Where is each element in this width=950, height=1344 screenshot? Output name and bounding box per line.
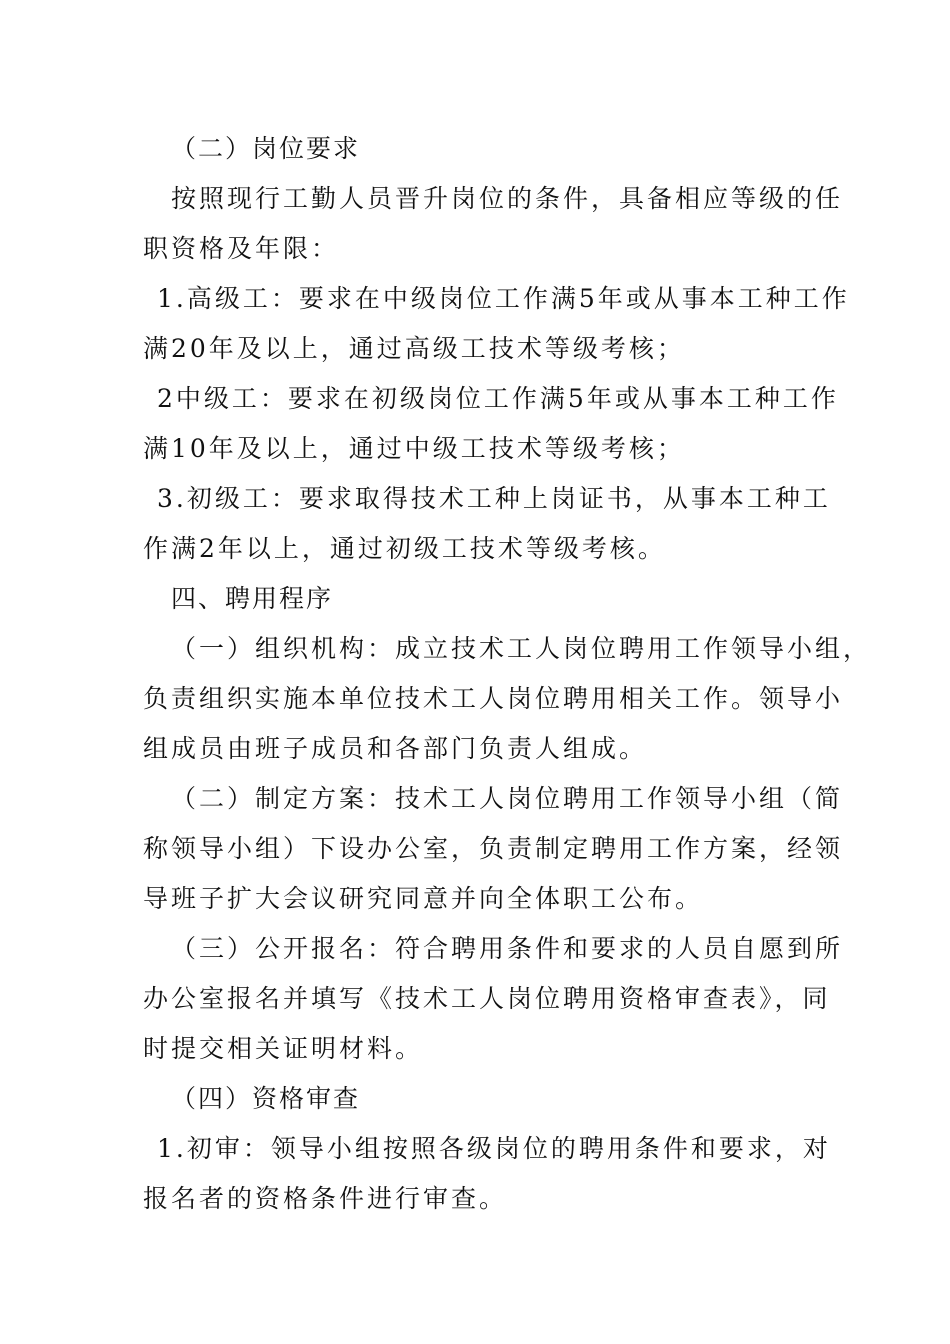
paragraph-line: 办公室报名并填写《技术工人岗位聘用资格审查表》，同	[143, 984, 831, 1013]
paragraph-line: （三）公开报名：符合聘用条件和要求的人员自愿到所	[171, 934, 844, 963]
paragraph-line: 组成员由班子成员和各部门负责人组成。	[143, 734, 648, 763]
document-body	[143, 124, 872, 1224]
paragraph-line: 职资格及年限：	[143, 234, 340, 263]
paragraph-line: 时提交相关证明材料。	[143, 1034, 424, 1063]
paragraph-line: 1.初审：领导小组按照各级岗位的聘用条件和要求，对	[157, 1134, 831, 1163]
section-heading: （四）资格审查	[171, 1084, 361, 1113]
paragraph-line: 满10年及以上，通过中级工技术等级考核；	[143, 434, 685, 463]
paragraph-line: 2中级工：要求在初级岗位工作满5年或从事本工种工作	[157, 384, 839, 413]
paragraph-line: 1.高级工：要求在中级岗位工作满5年或从事本工种工作	[157, 284, 850, 313]
paragraph-line: 作满2年以上，通过初级工技术等级考核。	[143, 534, 666, 563]
paragraph-line: 按照现行工勤人员晋升岗位的条件，具备相应等级的任	[171, 184, 844, 213]
section-heading: （二）岗位要求	[171, 134, 361, 163]
paragraph-line: 称领导小组）下设办公室，负责制定聘用工作方案，经领	[143, 834, 844, 863]
paragraph-line: 满20年及以上，通过高级工技术等级考核；	[143, 334, 685, 363]
paragraph-line: 负责组织实施本单位技术工人岗位聘用相关工作。领导小	[143, 684, 844, 713]
section-heading: 四、聘用程序	[171, 584, 334, 613]
paragraph-line: （一）组织机构：成立技术工人岗位聘用工作领导小组，	[171, 634, 872, 663]
paragraph-line: 3.初级工：要求取得技术工种上岗证书，从事本工种工	[157, 484, 831, 513]
paragraph-line: 导班子扩大会议研究同意并向全体职工公布。	[143, 884, 704, 913]
paragraph-line: （二）制定方案：技术工人岗位聘用工作领导小组（简	[171, 784, 844, 813]
paragraph-line: 报名者的资格条件进行审查。	[143, 1184, 508, 1213]
